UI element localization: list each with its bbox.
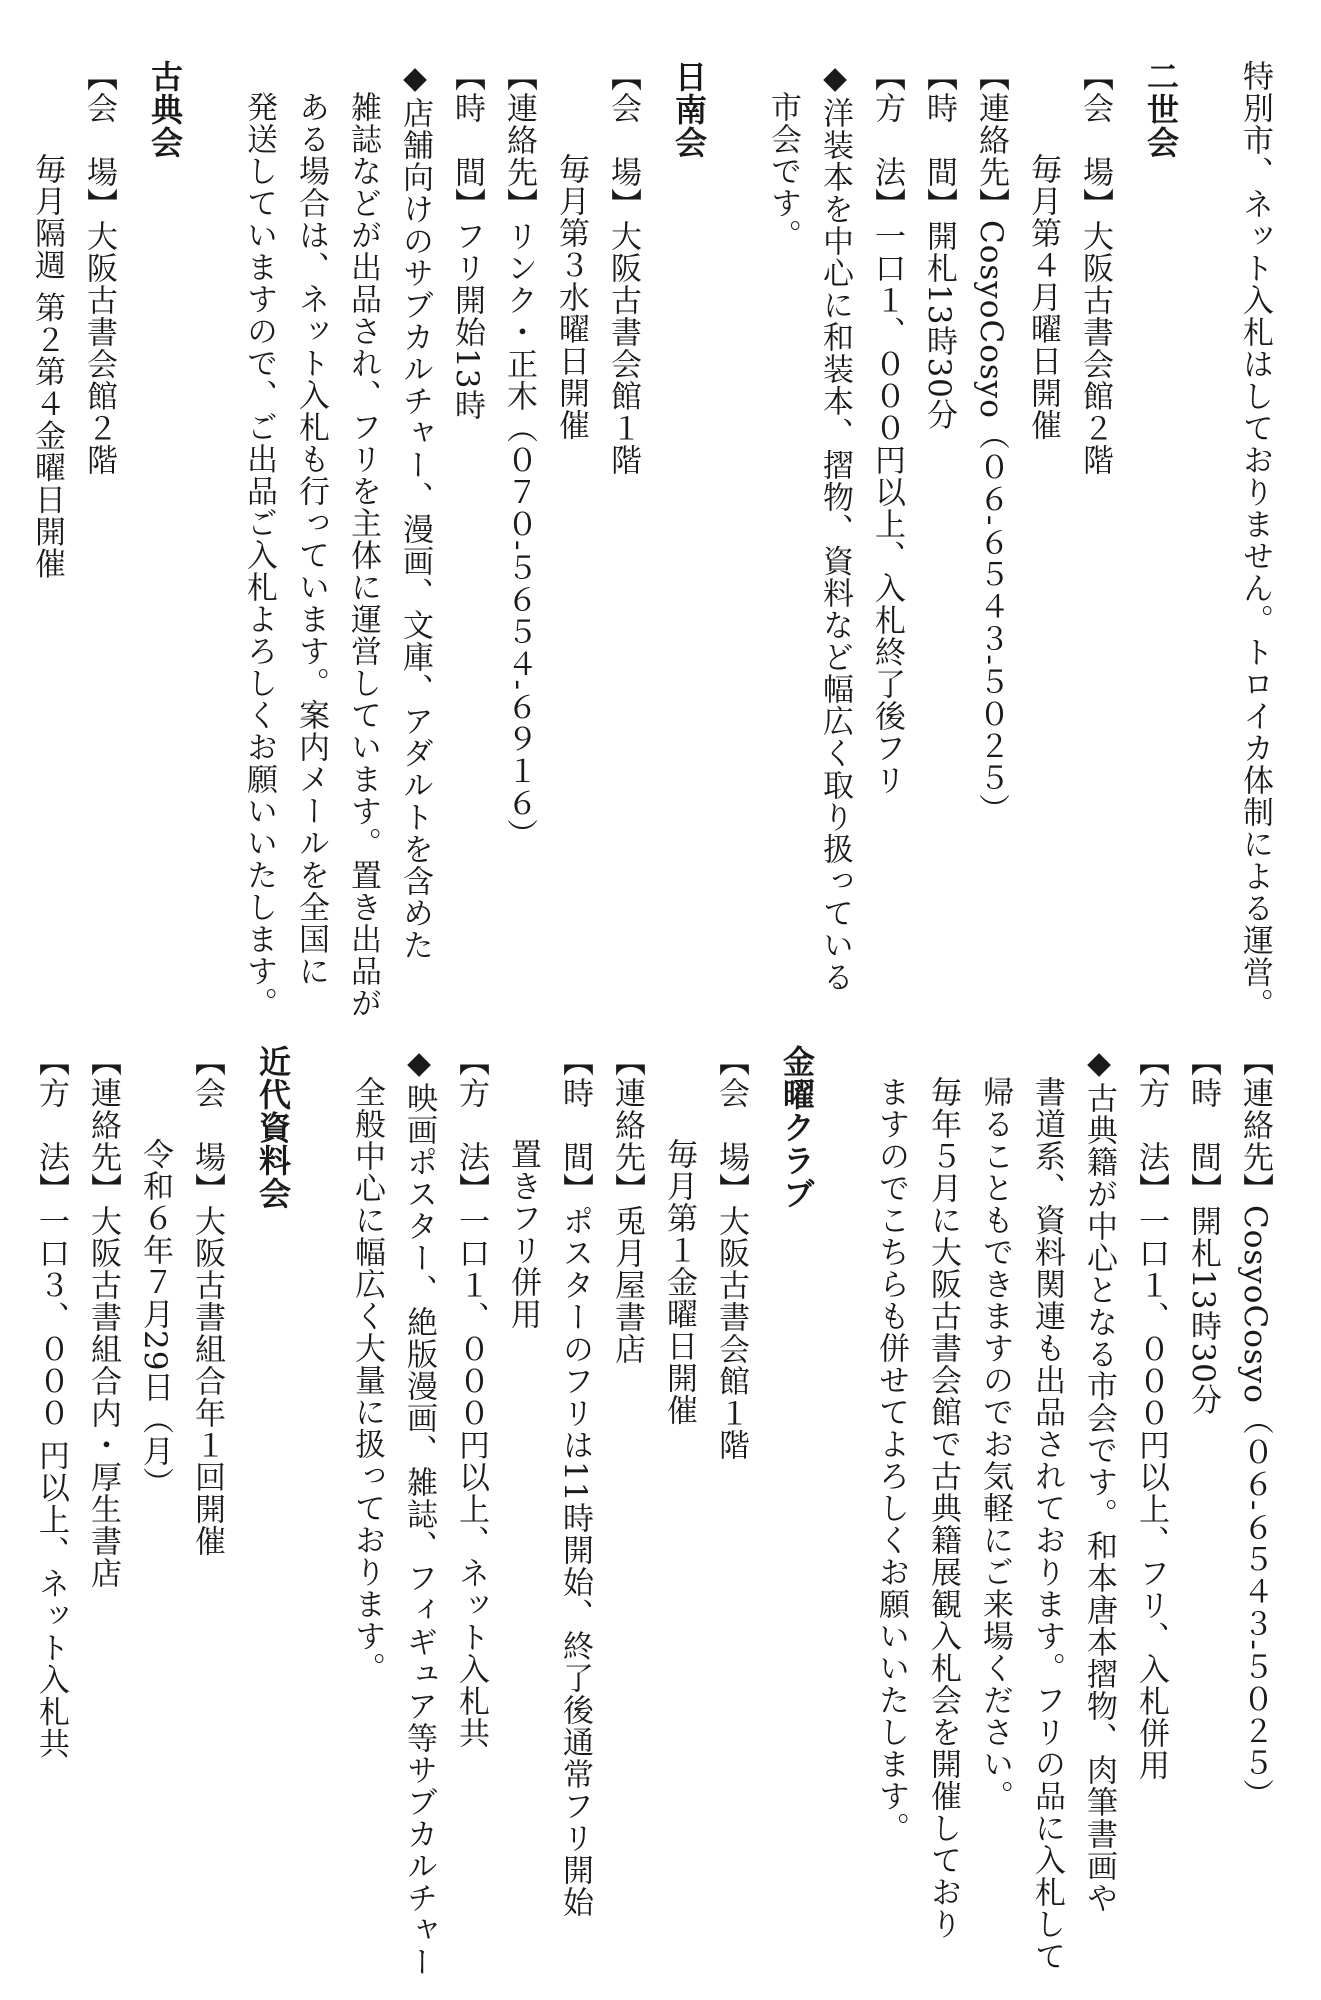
kinyou-time-cont: 置きフリ併用: [505, 1138, 541, 1330]
section-spacer: [715, 60, 757, 990]
nichinan-contact: 【連絡先】リンク・正木（０７０-５６５４-６９１６）: [501, 60, 537, 851]
koten-schedule: 毎月隔週 第２第４金曜日開催: [29, 153, 65, 580]
section-title-koten: 古典会: [146, 60, 184, 159]
section-spacer: [823, 1045, 865, 1975]
nichinan-note-line-3: ある場合は、ネット入札も行っています。案内メールを全国に: [293, 91, 329, 987]
koten-venue: 【会 場】大阪古書会館２階: [81, 60, 117, 476]
kinyou-schedule: 毎月第１金曜日開催: [661, 1138, 697, 1426]
koten-note-line-3: 帰ることもできますのでお気軽にご来場ください。: [977, 1076, 1013, 1812]
section-spacer: [1187, 60, 1229, 990]
koten-note-line-5: ますのでこちらも併せてよろしくお願いいたします。: [873, 1076, 909, 1844]
kinyou-method: 【方 法】一口１、０００円以上、ネット入札共: [453, 1045, 489, 1749]
nichinan-venue: 【会 場】大阪古書会館１階: [605, 60, 641, 476]
kindai-method: 【方 法】一口３、０００ 円以上、ネット入札共: [33, 1045, 69, 1760]
nisei-venue: 【会 場】大阪古書会館２階: [1077, 60, 1113, 476]
section-title-kinyou: 金曜クラブ: [778, 1045, 816, 1210]
kinyou-note-line-1: ◆映画ポスター、絶版漫画、雑誌、フィギュア等サブカルチャー: [401, 1045, 437, 1978]
kinyou-time: 【時 間】ポスターのフリは11時開始、終了後通常フリ開始: [557, 1045, 593, 1919]
top-text-block: [21, 60, 1281, 1020]
koten-time: 【時 間】開札13時30分: [1185, 1045, 1221, 1416]
bottom-text-block: [25, 1045, 1281, 1978]
kinyou-contact: 【連絡先】兎月屋書店: [609, 1045, 645, 1365]
koten-note-line-2: 書道系、資料関連も出品されております。フリの品に入札して: [1029, 1076, 1065, 1972]
section-title-nisei: 二世会: [1142, 60, 1180, 159]
section-spacer: [299, 1045, 341, 1975]
nisei-schedule: 毎月第４月曜日開催: [1025, 153, 1061, 441]
nichinan-schedule: 毎月第３水曜日開催: [553, 153, 589, 441]
nichinan-note-line-2: 雑誌などが出品され、フリを主体に運営しています。置き出品が: [345, 91, 381, 1019]
nisei-contact: 【連絡先】CosyoCosyo（０６-６５４３-５０２５）: [973, 60, 1009, 826]
intro-line: 特別市、ネット入札はしておりません。トロイカ体制による運営。: [1237, 60, 1273, 1020]
section-title-nichinan: 日南会: [670, 60, 708, 159]
kindai-schedule: 令和６年７月29日（月）: [137, 1138, 173, 1500]
nisei-note-line-1: ◆洋装本を中心に和装本、摺物、資料など幅広く取り扱っている: [817, 60, 853, 993]
nichinan-note-line-4: 発送していますので、ご出品ご入札よろしくお願いいたします。: [241, 91, 277, 1019]
section-spacer: [191, 60, 233, 990]
nichinan-note-line-1: ◆店舗向けのサブカルチャー、漫画、文庫、アダルトを含めた: [397, 60, 433, 961]
koten-method: 【方 法】一口１、０００円以上、フリ、入札併用: [1133, 1045, 1169, 1781]
kinyou-venue: 【会 場】大阪古書会館１階: [713, 1045, 749, 1461]
koten-note-line-4: 毎年５月に大阪古書会館で古典籍展観入札会を開催しており: [925, 1076, 961, 1940]
koten-note-line-1: ◆古典籍が中心となる市会です。和本唐本摺物、肉筆書画や: [1081, 1045, 1117, 1914]
section-title-kindai: 近代資料会: [254, 1045, 292, 1210]
nisei-note-line-2: 市会です。: [765, 91, 801, 251]
nisei-method: 【方 法】一口１、０００円以上、入札終了後フリ: [869, 60, 905, 796]
kinyou-note-line-2: 全般中心に幅広く大量に扱っております。: [349, 1076, 385, 1684]
nisei-time: 【時 間】開札13時30分: [921, 60, 957, 431]
koten-contact: 【連絡先】CosyoCosyo（０６-６５４３-５０２５）: [1237, 1045, 1273, 1811]
nichinan-time: 【時 間】フリ開始13時: [449, 60, 485, 422]
kindai-contact: 【連絡先】大阪古書組合内・厚生書店: [85, 1045, 121, 1589]
kindai-venue: 【会 場】大阪古書組合年１回開催: [189, 1045, 225, 1557]
